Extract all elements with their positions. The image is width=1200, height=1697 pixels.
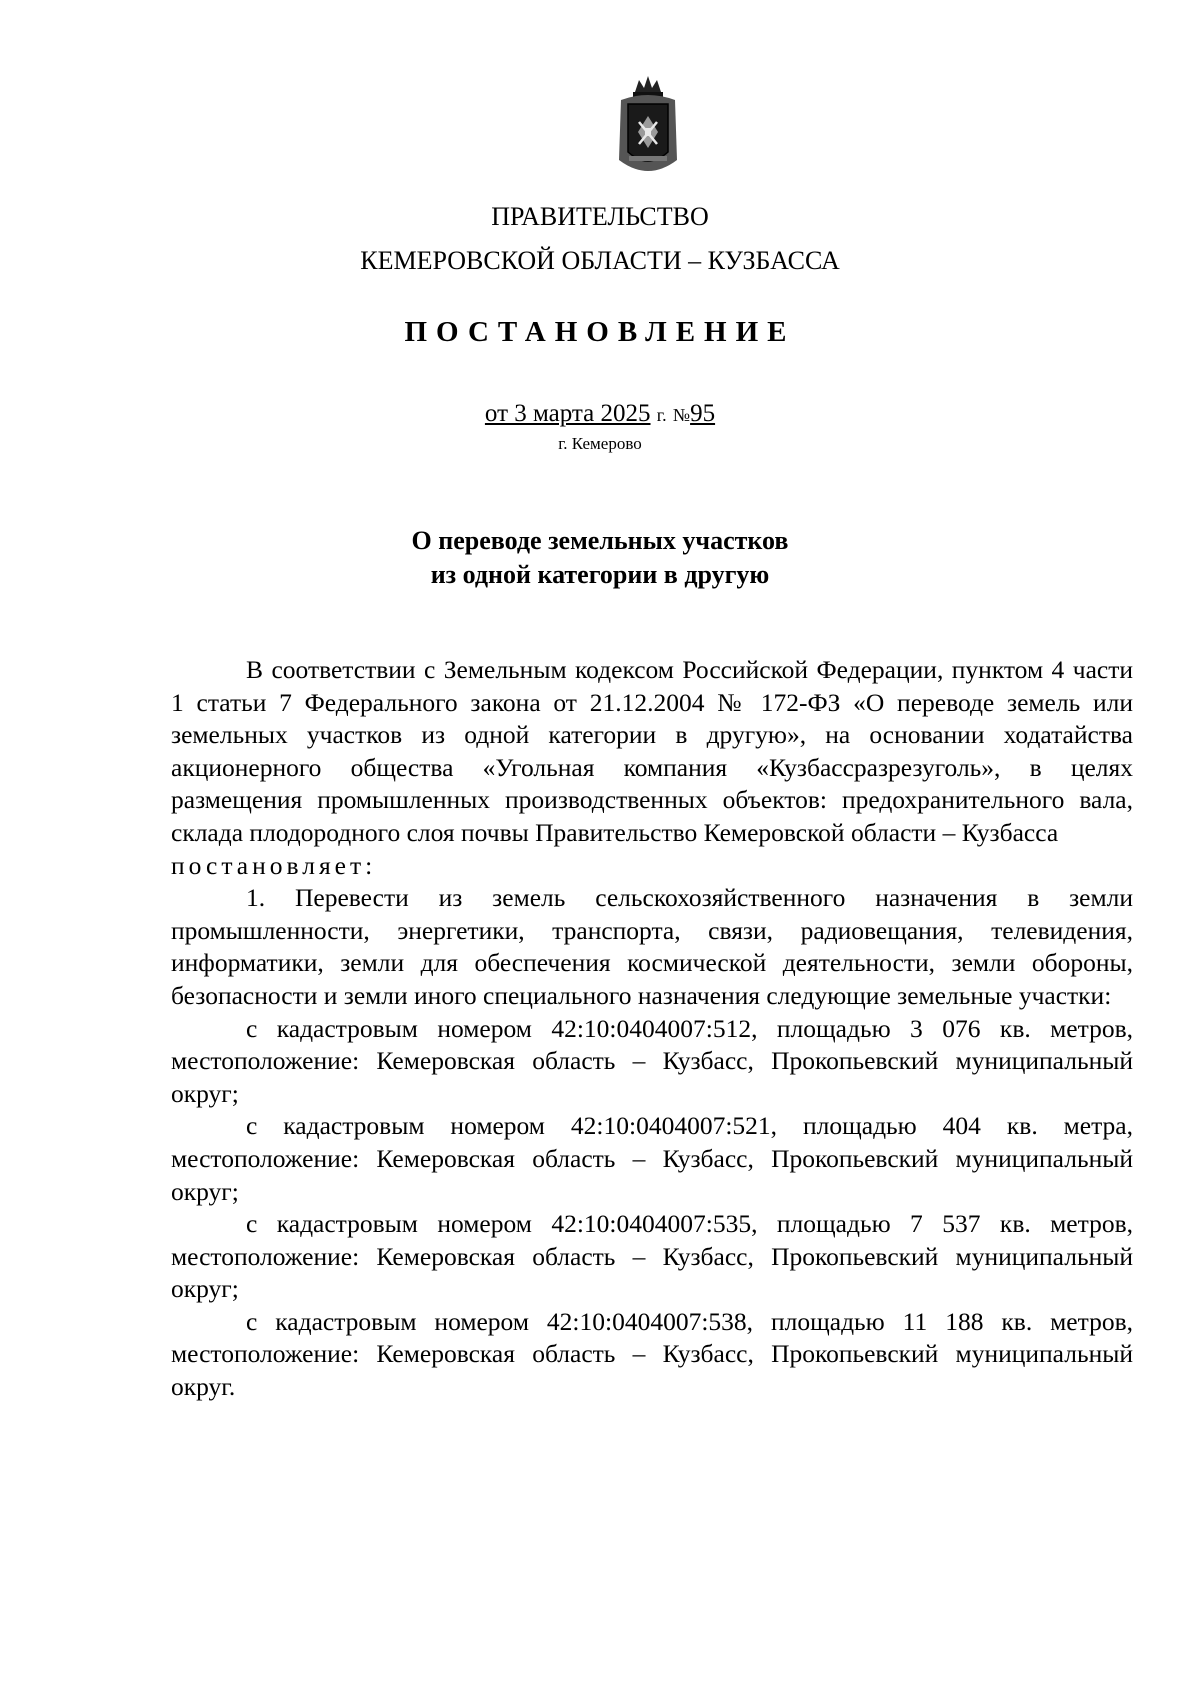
parcel-item: с кадастровым номером 42:10:0404007:512, площадью 3 076 кв. метров, местоположение: Кемеровская область – Кузбасс, Прокопьевский муниципальный округ;: [171, 1013, 1133, 1108]
year-suffix: г.: [656, 405, 667, 425]
parcel-item: с кадастровым номером 42:10:0404007:538, площадью 11 188 кв. метров, местоположение: Кемеровская область – Кузбасс, Прокопьевский муниципальный округ.: [171, 1306, 1133, 1402]
parcel-item: с кадастровым номером 42:10:0404007:521, площадью 404 кв. метра, местоположение: Кемеровская область – Кузбасс, Прокопьевский муниципальный округ;: [171, 1111, 1133, 1206]
parcel-item: с кадастровым номером 42:10:0404007:535, площадью 7 537 кв. метров, местоположение: Кемеровская область – Кузбасс, Прокопьевский муниципальный округ;: [171, 1209, 1133, 1304]
document-city: г. Кемерово: [558, 434, 642, 453]
document-title-line1: О переводе земельных участков: [411, 526, 789, 555]
preamble-paragraph: В соответствии с Земельным кодексом Российской Федерации, пунктом 4 части 1 статьи 7 Федерального закона от 21.12.2004 № 172-ФЗ «О переводе земель или земельных участков из одной категории в другую», на основании ходатайства акционерного общества «Угольная компания «Кузбассразрезуголь», в целях размещения промышленных производственных объектов: предохранительного вала, склада плодородного слоя почвы Правительство Кемеровской области – Кузбасса: [171, 655, 1133, 847]
item-1-paragraph: 1. Перевести из земель сельскохозяйственного назначения в земли промышленности, энергетики, транспорта, связи, радиовещания, телевидения, информатики, земли для обеспечения космической деятельности, земли обороны, безопасности и земли иного специального назначения следующие земельные участки:: [171, 883, 1133, 1010]
document-number: 95: [690, 400, 716, 427]
decree-word: постановляет:: [171, 850, 377, 880]
date-number-line: [0, 400, 1200, 428]
document-title-line2: из одной категории в другую: [430, 560, 770, 589]
organization-name-line1: ПРАВИТЕЛЬСТВО: [491, 202, 709, 231]
coat-of-arms-emblem: [615, 72, 681, 182]
document-date: от 3 марта 2025: [484, 400, 651, 427]
document-type: ПОСТАНОВЛЕНИЕ: [404, 316, 796, 348]
document-body: [171, 654, 1133, 1404]
organization-name-line2: КЕМЕРОВСКОЙ ОБЛАСТИ – КУЗБАССА: [360, 246, 840, 275]
number-sign: №: [672, 405, 691, 425]
